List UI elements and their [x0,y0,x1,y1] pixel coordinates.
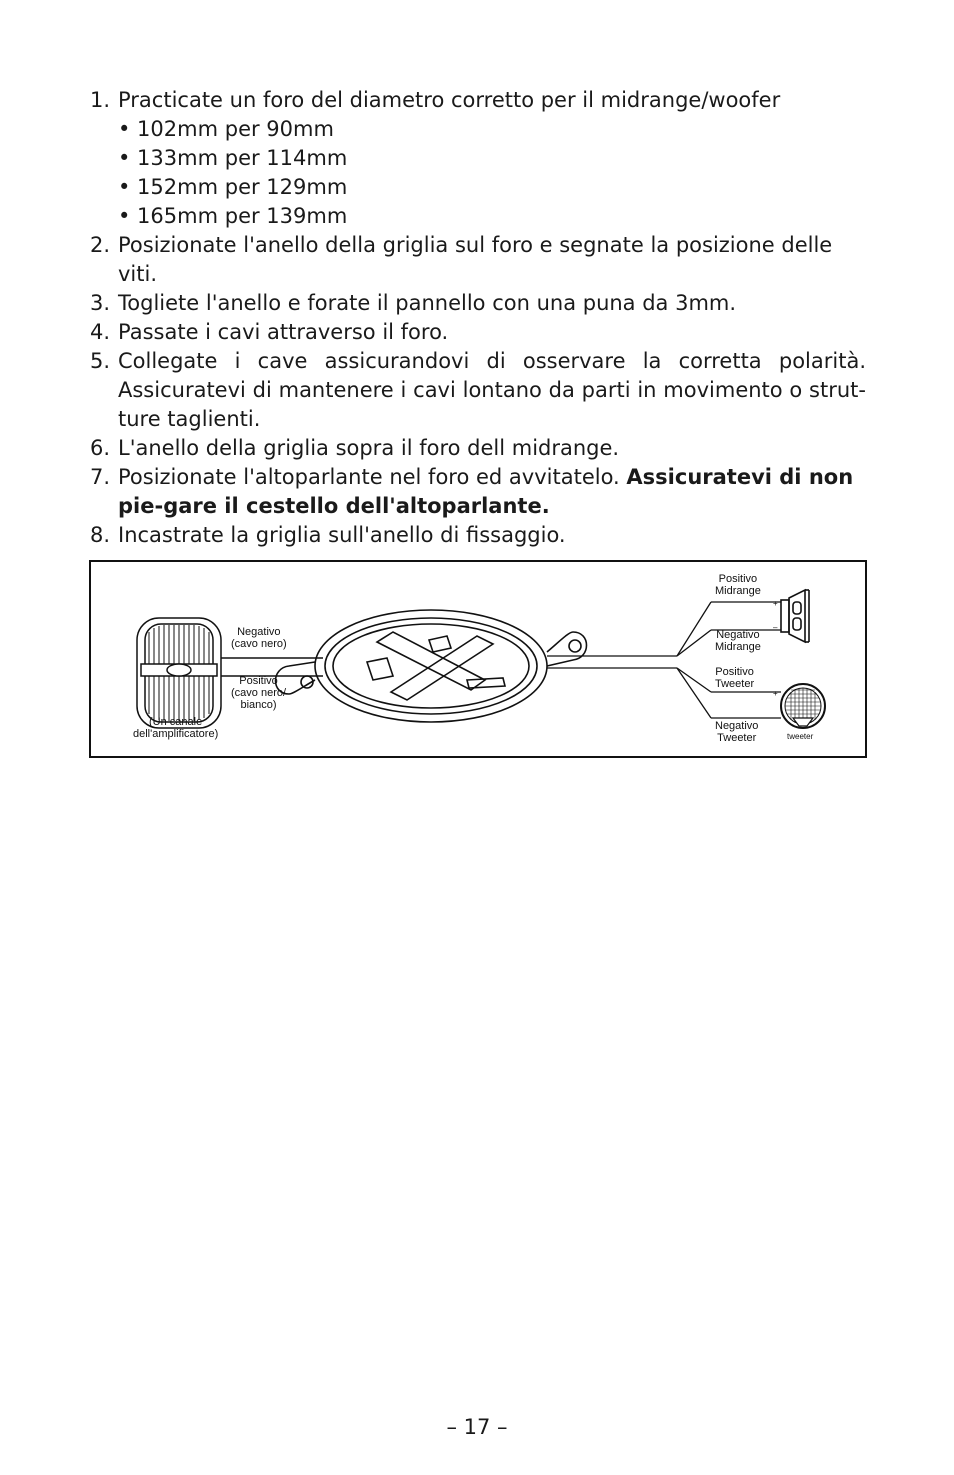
step-number: 6. [90,436,111,460]
midrange-positive-label [715,573,761,597]
speaker-grille-logo [276,610,587,722]
step-4 [90,318,866,347]
step-7 [90,463,866,521]
step-text: Practicate un foro del diametro corretto per il midrange/woofer [118,88,781,112]
midrange-plus-sign: + [773,599,778,608]
midrange-negative-text: Negativo Midrange [715,629,761,653]
tweeter-plus-sign: + [773,689,778,698]
step-text: Togliete l'anello e forate il pannello con una puna da 3mm. [118,291,737,315]
amp-negative-label [231,626,287,650]
step-number: 3. [90,291,111,315]
tweeter-illustration [781,684,825,728]
step-3 [90,289,866,318]
amplifier-illustration [137,618,323,728]
step-5 [90,347,866,434]
step-1 [90,86,866,231]
amp-positive-label [231,675,286,711]
hole-size-item: • 102mm per 90mm [118,117,334,141]
step-text: Passate i cavi attraverso il foro. [118,320,449,344]
hole-size-item: • 133mm per 114mm [118,146,348,170]
midrange-minus-sign: – [773,623,778,632]
step-warning: Assicuratevi di non pie-gare il cestello dell'altoparlante. [118,465,854,518]
installation-steps [90,86,866,550]
tweeter-minus-sign: – [773,713,778,722]
amp-positive-text: Positivo (cavo nero/ bianco) [231,675,287,711]
step-6 [90,434,866,463]
tweeter-negative-label [715,720,758,744]
step-number: 2. [90,233,111,257]
step-text: Incastrate la griglia sull'anello di fissaggio. [118,523,566,547]
step-8 [90,521,866,550]
step-number: 5. [90,349,111,373]
step-text: Posizionate l'anello della griglia sul foro e segnate la posizione delle viti. [118,233,833,286]
page-number: – 17 – [446,1415,508,1439]
step-text: L'anello della griglia sopra il foro dell midrange. [118,436,620,460]
hole-size-item: • 152mm per 129mm [118,175,348,199]
step-number: 1. [90,88,111,112]
step-number: 7. [90,465,111,489]
tweeter-caption: tweeter [787,732,814,741]
hole-size-list [118,115,866,231]
step-number: 8. [90,523,111,547]
amp-caption [133,716,218,740]
tweeter-positive-text: Positivo Tweeter [715,666,755,690]
step-number: 4. [90,320,111,344]
amp-negative-text: Negativo (cavo nero) [231,626,287,650]
midrange-speaker-illustration [781,590,809,642]
tweeter-negative-text: Negativo Tweeter [715,720,759,744]
step-text: Posizionate l'altoparlante nel foro ed avvitatelo. [118,465,620,489]
hole-size-item: • 165mm per 139mm [118,204,348,228]
midrange-negative-label [715,629,761,653]
midrange-positive-text: Positivo Midrange [715,573,761,597]
wiring-diagram [89,560,867,758]
speaker-wires [547,602,781,718]
step-2 [90,231,866,289]
step-text: Collegate i cave assicurandovi di osservare la corretta polarità. Assicuratevi di mantenere i cavi lontano da parti in movimento o strut-ture taglienti. [118,349,866,431]
tweeter-positive-label [715,666,754,690]
amp-caption-text: (Un canale dell'amplificatore) [133,716,219,740]
